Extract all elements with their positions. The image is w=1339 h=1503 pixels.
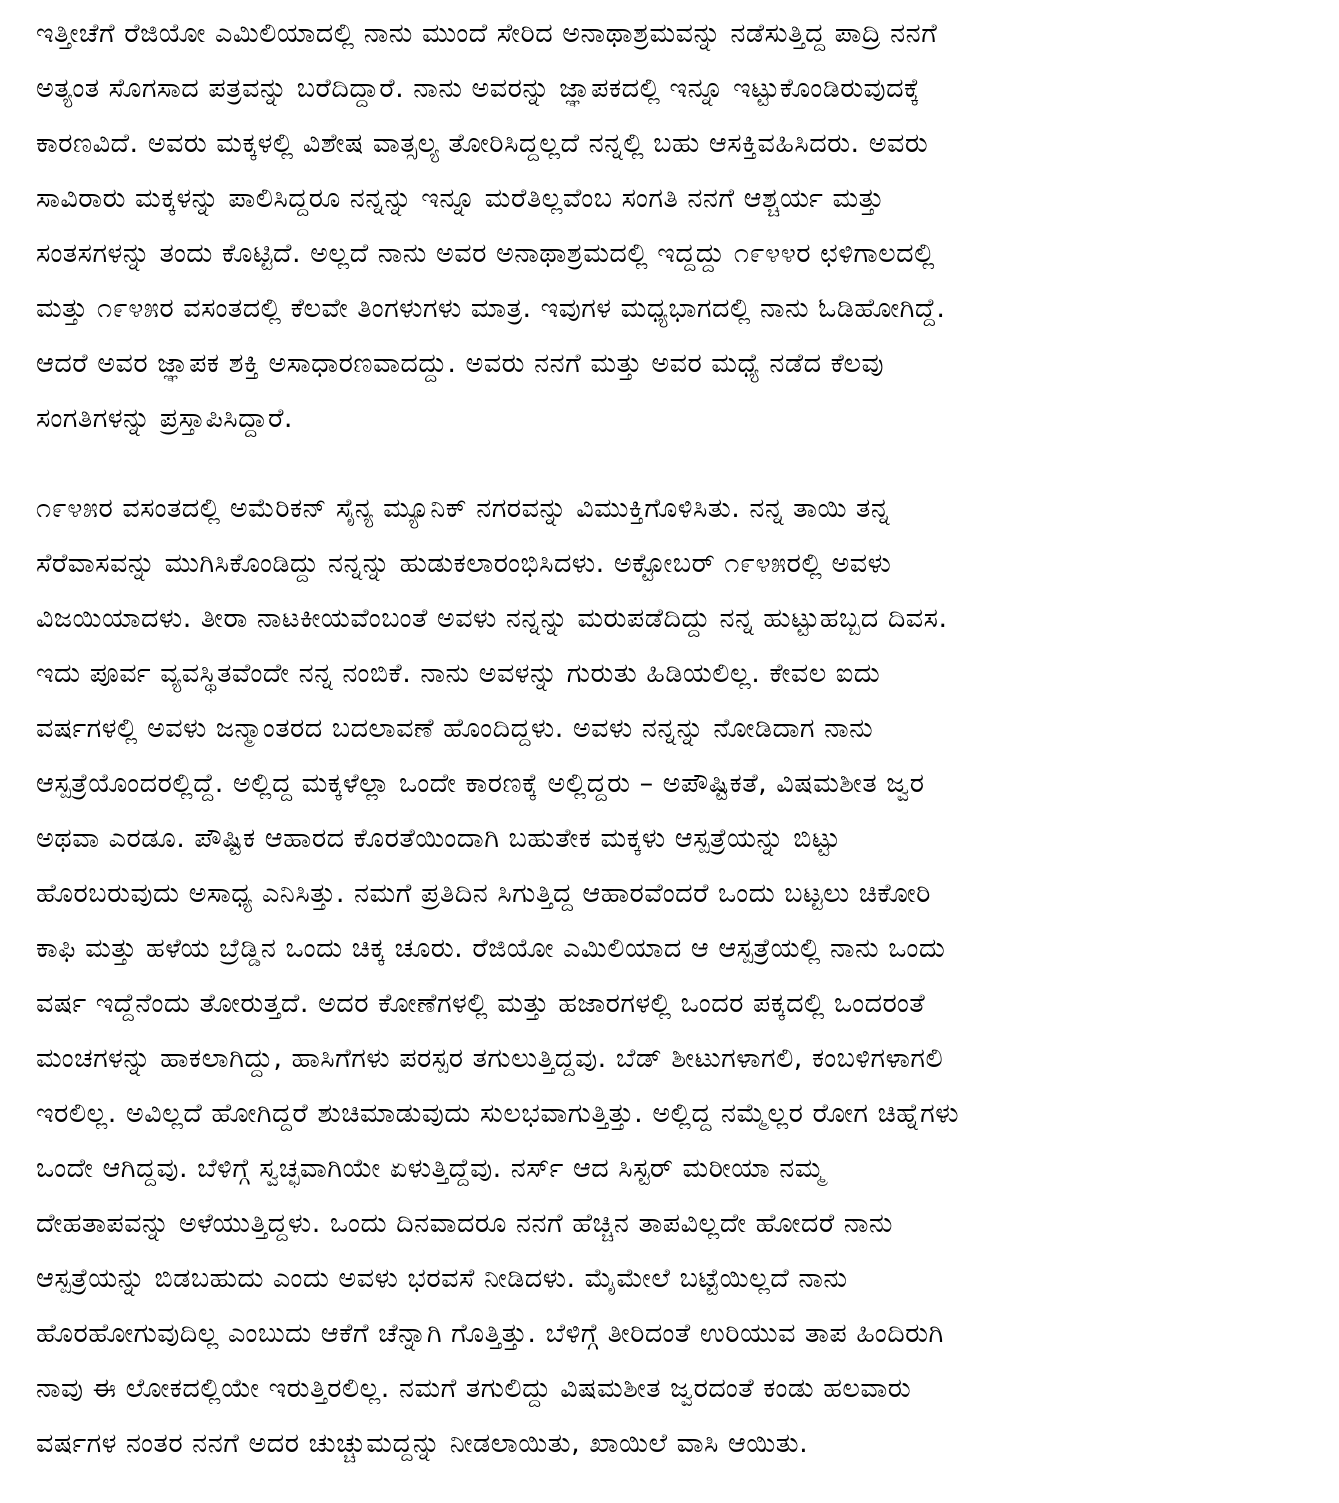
text-line: ವರ್ಷಗಳಲ್ಲಿ ಅವಳು ಜನ್ಮಾಂತರದ ಬದಲಾವಣೆ ಹೊಂದಿದ್ದಳು. ಅವಳು ನನ್ನನ್ನು ನೋಡಿದಾಗ ನಾನು xyxy=(36,713,874,744)
text-line: ಆಸ್ಪತ್ರೆಯನ್ನು ಬಿಡಬಹುದು ಎಂದು ಅವಳು ಭರವಸೆ ನೀಡಿದಳು. ಮೈಮೇಲೆ ಬಟ್ಟೆಯಿಲ್ಲದೆ ನಾನು xyxy=(36,1263,848,1294)
paragraph-1 xyxy=(36,6,1306,446)
text-line: ಮತ್ತು ೧೯೪೫ರ ವಸಂತದಲ್ಲಿ ಕೆಲವೇ ತಿಂಗಳುಗಳು ಮಾತ್ರ. ಇವುಗಳ ಮಧ್ಯಭಾಗದಲ್ಲಿ ನಾನು ಓಡಿಹೋಗಿದ್ದೆ. xyxy=(36,293,946,324)
text-line: ಸಾವಿರಾರು ಮಕ್ಕಳನ್ನು ಪಾಲಿಸಿದ್ದರೂ ನನ್ನನ್ನು ಇನ್ನೂ ಮರೆತಿಲ್ಲವೆಂಬ ಸಂಗತಿ ನನಗೆ ಆಶ್ಚರ್ಯ ಮತ್ತು xyxy=(36,183,885,214)
text-line: ಆದರೆ ಅವರ ಜ್ಞಾಪಕ ಶಕ್ತಿ ಅಸಾಧಾರಣವಾದದ್ದು. ಅವರು ನನಗೆ ಮತ್ತು ಅವರ ಮಧ್ಯೆ ನಡೆದ ಕೆಲವು xyxy=(36,348,884,379)
text-line: ಸಂಗತಿಗಳನ್ನು ಪ್ರಸ್ತಾಪಿಸಿದ್ದಾರೆ. xyxy=(36,403,293,434)
text-line: ನಾವು ಈ ಲೋಕದಲ್ಲಿಯೇ ಇರುತ್ತಿರಲಿಲ್ಲ. ನಮಗೆ ತಗುಲಿದ್ದು ವಿಷಮಶೀತ ಜ್ವರದಂತೆ ಕಂಡು ಹಲವಾರು xyxy=(36,1373,912,1404)
text-line: ಅಥವಾ ಎರಡೂ. ಪೌಷ್ಟಿಕ ಆಹಾರದ ಕೊರತೆಯಿಂದಾಗಿ ಬಹುತೇಕ ಮಕ್ಕಳು ಆಸ್ಪತ್ರೆಯನ್ನು ಬಿಟ್ಟು xyxy=(36,823,841,854)
text-line: ೧೯೪೫ರ ವಸಂತದಲ್ಲಿ ಅಮೆರಿಕನ್ ಸೈನ್ಯ ಮ್ಯೂನಿಕ್ ನಗರವನ್ನು ವಿಮುಕ್ತಿಗೊಳಿಸಿತು. ನನ್ನ ತಾಯಿ ತನ್ನ xyxy=(36,493,891,524)
text-line: ದೇಹತಾಪವನ್ನು ಅಳೆಯುತ್ತಿದ್ದಳು. ಒಂದು ದಿನವಾದರೂ ನನಗೆ ಹೆಚ್ಚಿನ ತಾಪವಿಲ್ಲದೇ ಹೋದರೆ ನಾನು xyxy=(36,1208,893,1239)
text-line: ಹೊರಹೋಗುವುದಿಲ್ಲ ಎಂಬುದು ಆಕೆಗೆ ಚೆನ್ನಾಗಿ ಗೊತ್ತಿತ್ತು. ಬೆಳಿಗ್ಗೆ ತೀರಿದಂತೆ ಉರಿಯುವ ತಾಪ ಹಿಂದಿರುಗಿ xyxy=(36,1318,944,1349)
text-line: ಇರಲಿಲ್ಲ. ಅವಿಲ್ಲದೆ ಹೋಗಿದ್ದರೆ ಶುಚಿಮಾಡುವುದು ಸುಲಭವಾಗುತ್ತಿತ್ತು. ಅಲ್ಲಿದ್ದ ನಮ್ಮೆಲ್ಲರ ರೋಗ ಚಿಹ್ನೆಗಳು xyxy=(36,1098,960,1129)
text-line: ವರ್ಷಗಳ ನಂತರ ನನಗೆ ಅದರ ಚುಚ್ಚುಮದ್ದನ್ನು ನೀಡಲಾಯಿತು, ಖಾಯಿಲೆ ವಾಸಿ ಆಯಿತು. xyxy=(36,1428,809,1459)
text-line: ವಿಜಯಿಯಾದಳು. ತೀರಾ ನಾಟಕೀಯವೆಂಬಂತೆ ಅವಳು ನನ್ನನ್ನು ಮರುಪಡೆದಿದ್ದು ನನ್ನ ಹುಟ್ಟುಹಬ್ಬದ ದಿವಸ. xyxy=(36,603,948,634)
text-line: ಹೊರಬರುವುದು ಅಸಾಧ್ಯ ಎನಿಸಿತ್ತು. ನಮಗೆ ಪ್ರತಿದಿನ ಸಿಗುತ್ತಿದ್ದ ಆಹಾರವೆಂದರೆ ಒಂದು ಬಟ್ಟಲು ಚಿಕೋರಿ xyxy=(36,878,931,909)
paragraph-2 xyxy=(36,481,1306,1471)
text-line: ಆಸ್ಪತ್ರೆಯೊಂದರಲ್ಲಿದ್ದೆ. ಅಲ್ಲಿದ್ದ ಮಕ್ಕಳೆಲ್ಲಾ ಒಂದೇ ಕಾರಣಕ್ಕೆ ಅಲ್ಲಿದ್ದರು – ಅಪೌಷ್ಟಿಕತೆ, ವಿಷಮಶೀತ ಜ್ವರ xyxy=(36,768,925,799)
text-line: ಕಾಫಿ ಮತ್ತು ಹಳೆಯ ಬ್ರೆಡ್ಡಿನ ಒಂದು ಚಿಕ್ಕ ಚೂರು. ರೆಜಿಯೋ ಎಮಿಲಿಯಾದ ಆ ಆಸ್ಪತ್ರೆಯಲ್ಲಿ ನಾನು ಒಂದು xyxy=(36,933,946,964)
text-line: ಒಂದೇ ಆಗಿದ್ದವು. ಬೆಳಿಗ್ಗೆ ಸ್ವಚ್ಛವಾಗಿಯೇ ಏಳುತ್ತಿದ್ದೆವು. ನರ್ಸ್ ಆದ ಸಿಸ್ಟರ್ ಮರೀಯಾ ನಮ್ಮ xyxy=(36,1153,825,1184)
text-line: ಇದು ಪೂರ್ವ ವ್ಯವಸ್ಥಿತವೆಂದೇ ನನ್ನ ನಂಬಿಕೆ. ನಾನು ಅವಳನ್ನು ಗುರುತು ಹಿಡಿಯಲಿಲ್ಲ. ಕೇವಲ ಐದು xyxy=(36,658,881,689)
text-line: ಅತ್ಯಂತ ಸೊಗಸಾದ ಪತ್ರವನ್ನು ಬರೆದಿದ್ದಾರೆ. ನಾನು ಅವರನ್ನು ಜ್ಞಾಪಕದಲ್ಲಿ ಇನ್ನೂ ಇಟ್ಟುಕೊಂಡಿರುವುದಕ್ಕೆ xyxy=(36,73,921,104)
text-line: ಮಂಚಗಳನ್ನು ಹಾಕಲಾಗಿದ್ದು, ಹಾಸಿಗೆಗಳು ಪರಸ್ಪರ ತಗುಲುತ್ತಿದ್ದವು. ಬೆಡ್ ಶೀಟುಗಳಾಗಲಿ, ಕಂಬಳಿಗಳಾಗಲಿ xyxy=(36,1043,944,1074)
text-line: ಇತ್ತೀಚೆಗೆ ರೆಜಿಯೋ ಎಮಿಲಿಯಾದಲ್ಲಿ ನಾನು ಮುಂದೆ ಸೇರಿದ ಅನಾಥಾಶ್ರಮವನ್ನು ನಡೆಸುತ್ತಿದ್ದ ಪಾದ್ರಿ ನನಗೆ xyxy=(36,18,938,49)
text-line: ಸಂತಸಗಳನ್ನು ತಂದು ಕೊಟ್ಟಿದೆ. ಅಲ್ಲದೆ ನಾನು ಅವರ ಅನಾಥಾಶ್ರಮದಲ್ಲಿ ಇದ್ದದ್ದು ೧೯೪೪ರ ಛಳಿಗಾಲದಲ್ಲಿ xyxy=(36,238,936,269)
text-line: ವರ್ಷ ಇದ್ದೆನೆಂದು ತೋರುತ್ತದೆ. ಅದರ ಕೋಣೆಗಳಲ್ಲಿ ಮತ್ತು ಹಜಾರಗಳಲ್ಲಿ ಒಂದರ ಪಕ್ಕದಲ್ಲಿ ಒಂದರಂತೆ xyxy=(36,988,926,1019)
text-line: ಸೆರೆವಾಸವನ್ನು ಮುಗಿಸಿಕೊಂಡಿದ್ದು ನನ್ನನ್ನು ಹುಡುಕಲಾರಂಭಿಸಿದಳು. ಅಕ್ಟೋಬರ್ ೧೯೪೫ರಲ್ಲಿ ಅವಳು xyxy=(36,548,892,579)
text-line: ಕಾರಣವಿದೆ. ಅವರು ಮಕ್ಕಳಲ್ಲಿ ವಿಶೇಷ ವಾತ್ಸಲ್ಯ ತೋರಿಸಿದ್ದಲ್ಲದೆ ನನ್ನಲ್ಲಿ ಬಹು ಆಸಕ್ತಿವಹಿಸಿದರು. ಅವರು xyxy=(36,128,929,159)
